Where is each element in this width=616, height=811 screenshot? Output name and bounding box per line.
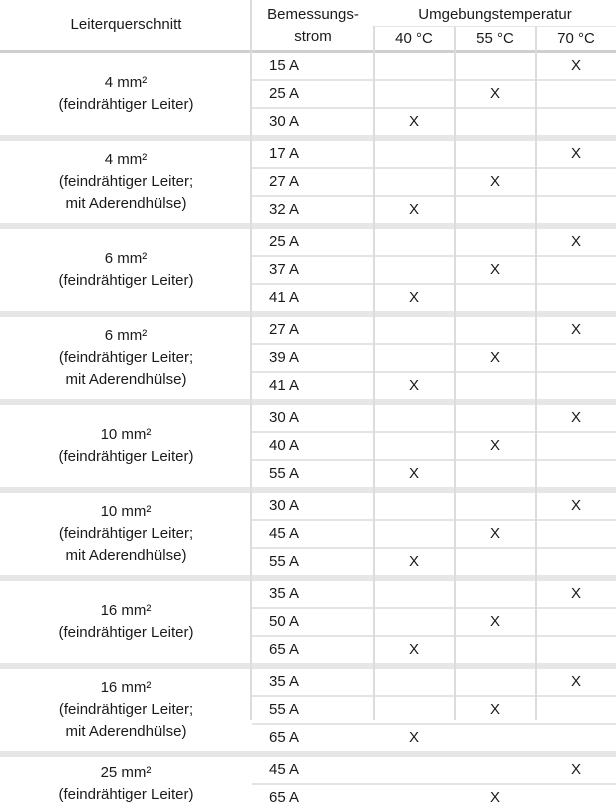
rated-current: 35 A xyxy=(269,673,300,690)
temp-mark-55: X xyxy=(489,437,500,454)
temp-mark-55: X xyxy=(489,613,500,630)
table-row xyxy=(252,169,616,195)
header-temp-55: 55 °C xyxy=(476,30,514,47)
conductor-label-line: (feindrähtiger Leiter; xyxy=(58,349,194,366)
temp-mark-55: X xyxy=(489,701,500,718)
table-row xyxy=(252,461,616,487)
temp-mark-40: X xyxy=(408,377,419,394)
table-row xyxy=(252,637,616,663)
conductor-label-line: (feindrähtiger Leiter) xyxy=(58,96,194,113)
header-current-line2: strom xyxy=(294,28,332,45)
conductor-label-line: (feindrähtiger Leiter; xyxy=(58,701,194,718)
conductor-label-line: (feindrähtiger Leiter) xyxy=(58,448,194,465)
conductor-label xyxy=(0,424,252,468)
rated-current: 25 A xyxy=(269,85,300,102)
header-current xyxy=(252,4,374,48)
conductor-label-line: (feindrähtiger Leiter; xyxy=(58,525,194,542)
conductor-label xyxy=(0,501,252,567)
column-divider xyxy=(454,26,456,720)
table-row xyxy=(252,785,616,811)
rated-current: 27 A xyxy=(269,173,300,190)
temp-mark-55: X xyxy=(489,173,500,190)
temp-mark-40: X xyxy=(408,553,419,570)
table-row xyxy=(252,581,616,607)
table-row xyxy=(252,285,616,311)
rated-current: 45 A xyxy=(269,761,300,778)
table-row xyxy=(252,229,616,255)
rated-current: 55 A xyxy=(269,701,300,718)
rated-current: 65 A xyxy=(269,729,300,746)
conductor-label-line: mit Aderendhülse) xyxy=(65,195,187,212)
conductor-label xyxy=(0,149,252,215)
rated-current: 50 A xyxy=(269,613,300,630)
table-row xyxy=(252,405,616,431)
rated-current: 15 A xyxy=(269,57,300,74)
conductor-label-line: 4 mm² xyxy=(104,151,148,168)
conductor-label-line: 10 mm² xyxy=(100,503,152,520)
rated-current: 45 A xyxy=(269,525,300,542)
conductor-label xyxy=(0,677,252,743)
conductor-label-line: 6 mm² xyxy=(104,250,148,267)
temp-mark-55: X xyxy=(489,85,500,102)
conductor-label-line: mit Aderendhülse) xyxy=(65,547,187,564)
temp-mark-70: X xyxy=(570,761,581,778)
header-ambient: Umgebungstemperatur xyxy=(418,6,572,23)
rated-current: 65 A xyxy=(269,789,300,806)
table-row xyxy=(252,669,616,695)
header-temp-70: 70 °C xyxy=(557,30,595,47)
conductor-label-line: (feindrähtiger Leiter) xyxy=(58,272,194,289)
conductor-label-line: 4 mm² xyxy=(104,74,148,91)
table-row xyxy=(252,109,616,135)
table-row xyxy=(252,549,616,575)
rated-current: 65 A xyxy=(269,641,300,658)
conductor-label xyxy=(0,762,252,806)
rated-current: 55 A xyxy=(269,553,300,570)
conductor-label-line: 16 mm² xyxy=(100,679,152,696)
temp-mark-55: X xyxy=(489,349,500,366)
header-conductor: Leiterquerschnitt xyxy=(70,16,182,33)
table-row xyxy=(252,725,616,751)
temp-mark-70: X xyxy=(570,497,581,514)
conductor-label-line: 10 mm² xyxy=(100,426,152,443)
column-divider xyxy=(535,26,537,720)
rated-current: 39 A xyxy=(269,349,300,366)
table-row xyxy=(252,373,616,399)
conductor-label-line: (feindrähtiger Leiter) xyxy=(58,624,194,641)
temp-mark-70: X xyxy=(570,57,581,74)
conductor-label-line: (feindrähtiger Leiter; xyxy=(58,173,194,190)
rated-current: 27 A xyxy=(269,321,300,338)
conductor-label xyxy=(0,72,252,116)
conductor-label xyxy=(0,248,252,292)
table-row xyxy=(252,697,616,723)
table-row xyxy=(252,53,616,79)
rated-current: 17 A xyxy=(269,145,300,162)
table-row xyxy=(252,757,616,783)
header-temp-40: 40 °C xyxy=(395,30,433,47)
column-divider xyxy=(373,26,375,720)
temp-mark-70: X xyxy=(570,409,581,426)
rated-current: 41 A xyxy=(269,289,300,306)
temp-mark-40: X xyxy=(408,201,419,218)
rated-current: 41 A xyxy=(269,377,300,394)
ambient-divider xyxy=(374,26,616,27)
temp-mark-40: X xyxy=(408,289,419,306)
temp-mark-70: X xyxy=(570,145,581,162)
header-current-line1: Bemessungs- xyxy=(267,6,359,23)
rated-current: 32 A xyxy=(269,201,300,218)
rated-current: 30 A xyxy=(269,497,300,514)
table-row xyxy=(252,197,616,223)
temp-mark-70: X xyxy=(570,673,581,690)
temp-mark-70: X xyxy=(570,233,581,250)
conductor-label xyxy=(0,325,252,391)
table-row xyxy=(252,345,616,371)
rated-current: 37 A xyxy=(269,261,300,278)
conductor-label-line: mit Aderendhülse) xyxy=(65,371,187,388)
temp-mark-55: X xyxy=(489,789,500,806)
table-row xyxy=(252,521,616,547)
temp-mark-40: X xyxy=(408,113,419,130)
temp-mark-55: X xyxy=(489,525,500,542)
table-row xyxy=(252,141,616,167)
temp-mark-70: X xyxy=(570,585,581,602)
temp-mark-40: X xyxy=(408,729,419,746)
rated-current: 35 A xyxy=(269,585,300,602)
rated-current: 30 A xyxy=(269,409,300,426)
table-row xyxy=(252,317,616,343)
temp-mark-55: X xyxy=(489,261,500,278)
conductor-label-line: (feindrähtiger Leiter) xyxy=(58,786,194,803)
table-row xyxy=(252,493,616,519)
conductor-label-line: 25 mm² xyxy=(100,764,152,781)
table-row xyxy=(252,81,616,107)
rated-current: 30 A xyxy=(269,113,300,130)
temp-mark-70: X xyxy=(570,321,581,338)
conductor-label xyxy=(0,600,252,644)
conductor-label-line: 6 mm² xyxy=(104,327,148,344)
rated-current: 55 A xyxy=(269,465,300,482)
table-row xyxy=(252,609,616,635)
table-row xyxy=(252,433,616,459)
conductor-label-line: mit Aderendhülse) xyxy=(65,723,187,740)
rated-current: 40 A xyxy=(269,437,300,454)
rated-current: 25 A xyxy=(269,233,300,250)
temp-mark-40: X xyxy=(408,465,419,482)
table-row xyxy=(252,257,616,283)
temp-mark-40: X xyxy=(408,641,419,658)
column-divider xyxy=(250,0,252,720)
conductor-label-line: 16 mm² xyxy=(100,602,152,619)
